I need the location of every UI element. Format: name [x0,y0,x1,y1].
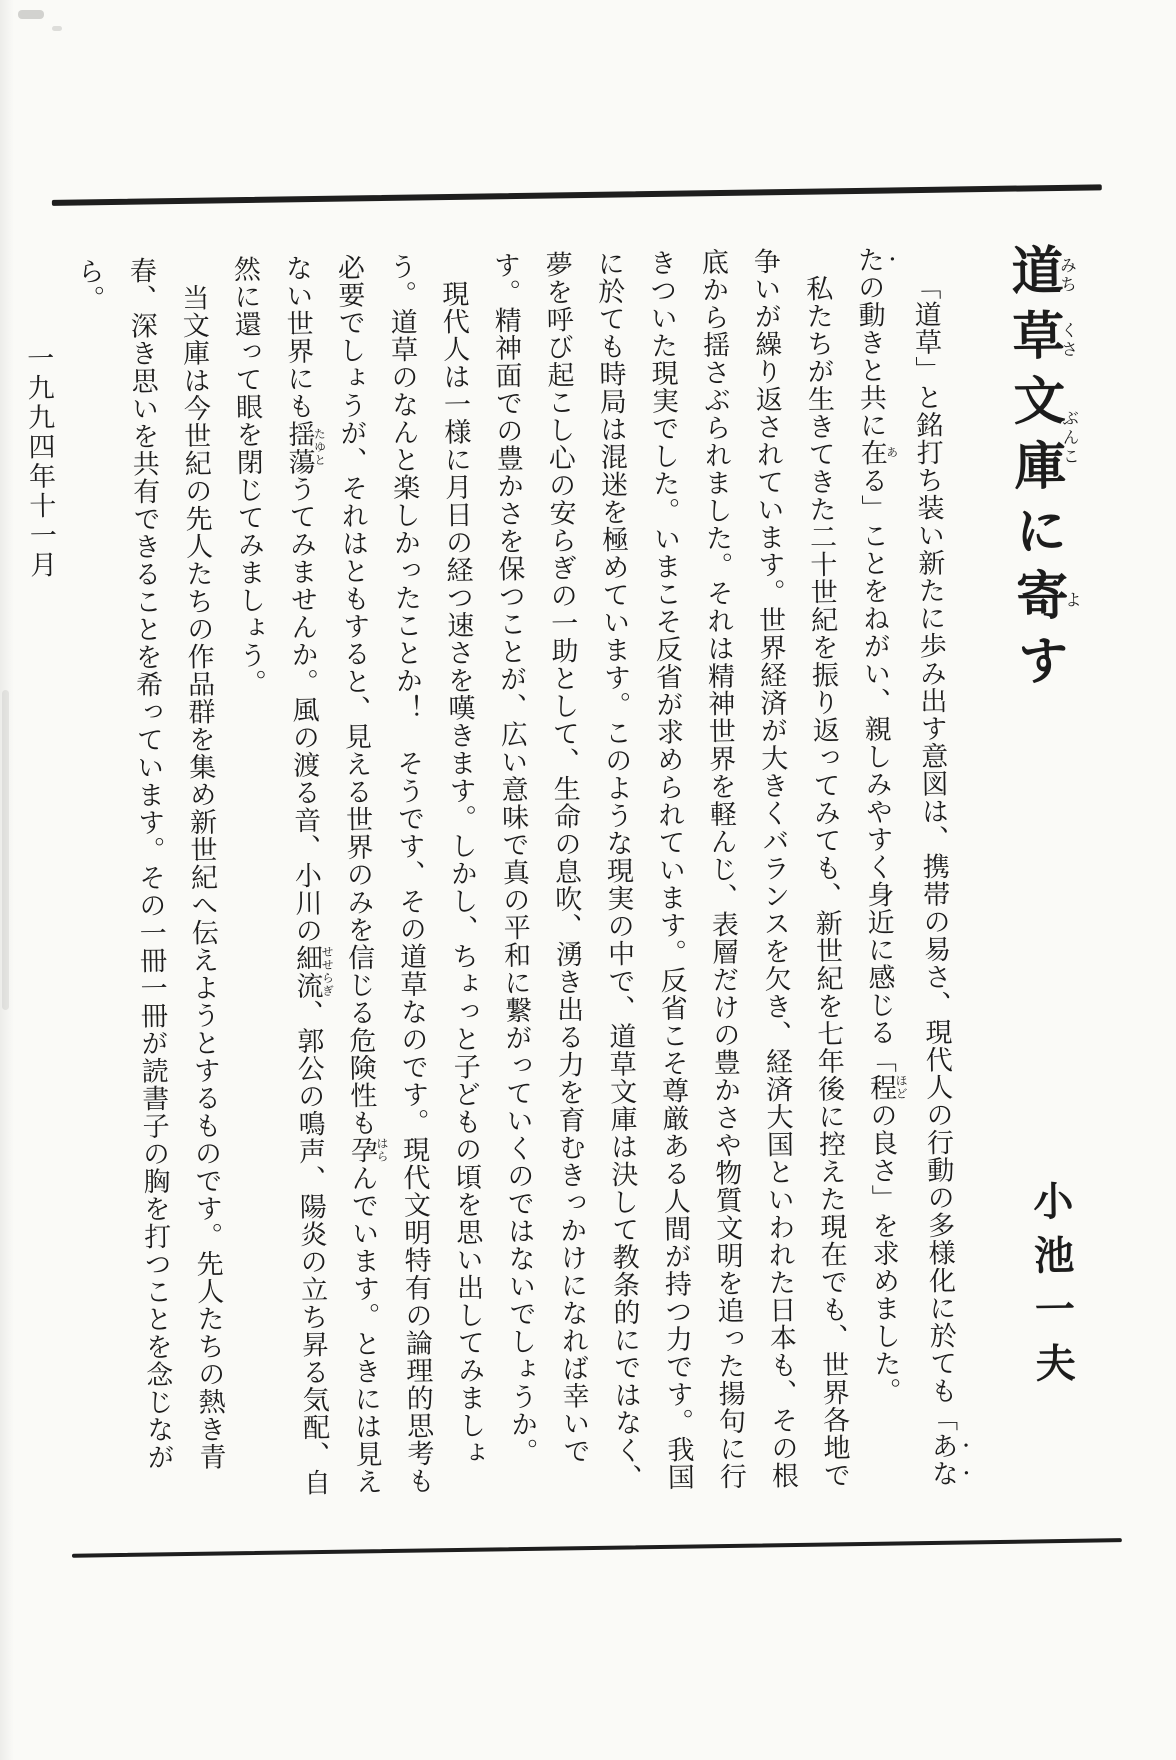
top-rule [52,184,1102,206]
body-text [63,244,973,1505]
paragraph: 「道草」と銘打ち装い新たに歩み出す意図は、携帯の易さ、現代人の行動の多様化に於ても「あなたの動きと共に在ある」ことをねがい、親しみやすく身近に感じる「程ほどの良さ」を求めました。 [853,245,959,1488]
author-signature: 小池一夫 [1027,1179,1076,1397]
page-title: 道みち草くさ文庫ぶんこに寄よす [1002,242,1082,699]
paragraph: 私たちが生きてきた二十世紀を振り返ってみても、新世紀を七年後に控えた現在でも、世界各地で争いが繰り返されています。世界経済が大きくバランスを欠き、経済大国といわれた日本も、その根底から揺さぶられました。それは精神世界を軽んじ、表層だけの豊かさや物質文明を追った揚句に行きついた現実でした。いまこそ反省が求められています。反省こそ尊厳ある人間が持つ力です。我国に於ても時局は混迷を極めています。このような現実の中で、道草文庫は決して教条的にではなく、夢を呼び起こし心の安らぎの一助として、生命の息吹、湧き出る力を育むきっかけになれば幸いです。精神面での豊かさを保つことが、広い意味で真の平和に繋がっていくのではないでしょうか。 [489,247,851,1492]
title-column [971,243,1108,1493]
emphasized-text: あなた [853,245,959,1488]
bottom-rule [72,1538,1122,1558]
date-text: 一九九四年十一月 [22,344,57,581]
paragraph: 当文庫は今世紀の先人たちの作品群を集め新世紀へ伝えようとするものです。先人たちの熱き青春、深き思いを共有できることを希っています。その一冊一冊が読書子の胸を打つことを念じながら。 [73,256,226,1472]
paragraph: 現代人は一様に月日の経つ速さを嘆きます。しかし、ちょっと子どもの頃を思い出してみましょう。道草のなんと楽しかったことか！ そうです、その道草なのです。現代文明特有の論理的思考も必要でしょうが、それはともすると、見える世界のみを信じる危険性も孕はらんでいます。ときには見えない世界にも揺蕩たゆとうてみませんか。風の渡る音、小川の細流せせらぎ、郭公の鳴声、陽炎の立ち昇る気配、自然に還って眼を閉じてみましょう。 [229,252,486,1497]
text-block [22,242,1107,1506]
